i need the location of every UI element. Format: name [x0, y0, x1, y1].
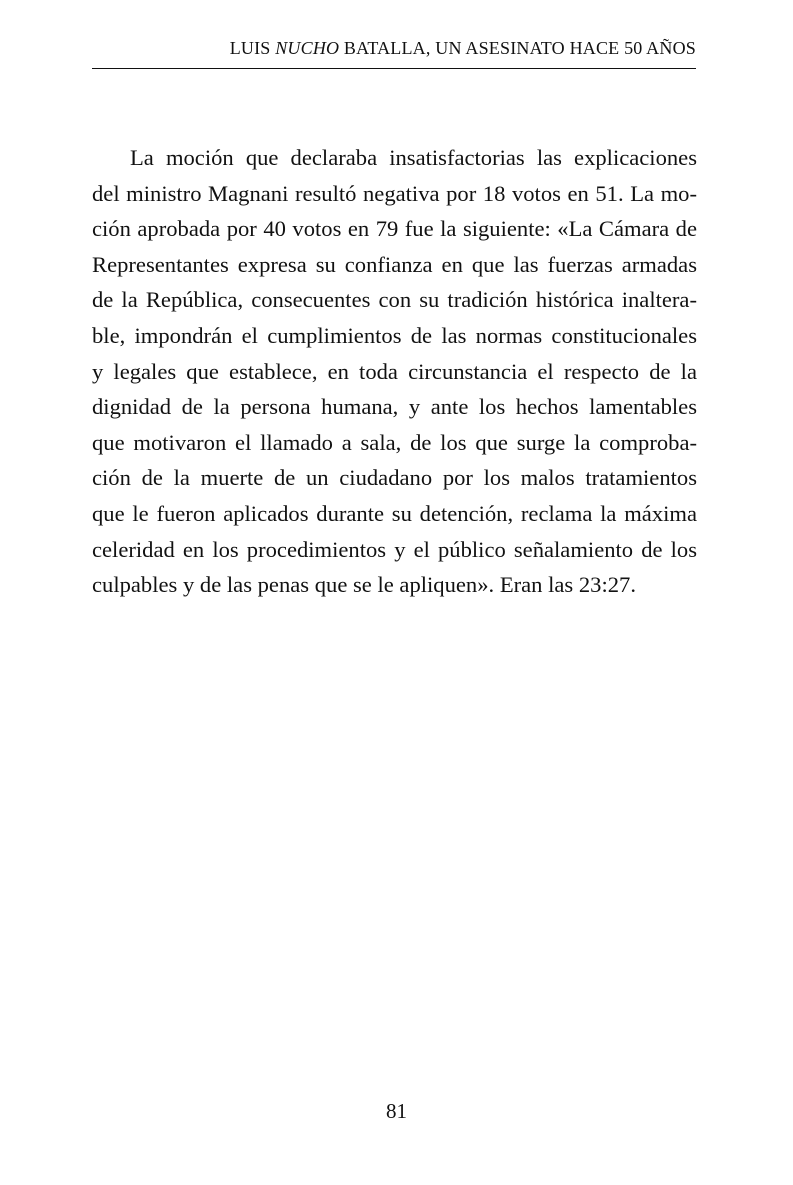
- paragraph-line: ción de la muerte de un ciudadano por los malos tratamientos: [92, 465, 697, 491]
- page-header: [92, 36, 696, 70]
- paragraph-line: y legales que establece, en toda circunstancia el respecto de la: [92, 358, 697, 384]
- paragraph-line: Representantes expresa su confianza en que las fuerzas armadas: [92, 251, 697, 277]
- paragraph-line: que le fueron aplicados durante su detención, reclama la máxima: [92, 500, 697, 526]
- paragraph-line: culpables y de las penas que se le apliquen». Eran las 23:27.: [92, 572, 636, 598]
- paragraph-line: La moción que declaraba insatisfactorias las explicaciones: [130, 145, 697, 170]
- paragraph-line: de la República, consecuentes con su tradición histórica inaltera-: [92, 287, 697, 313]
- running-head-author: LUIS: [229, 38, 276, 58]
- paragraph-line: del ministro Magnani resultó negativa por 18 votos en 51. La mo-: [92, 180, 697, 206]
- body-paragraph: [92, 140, 697, 603]
- paragraph-line: que motivaron el llamado a sala, de los que surge la comproba-: [92, 429, 697, 455]
- paragraph-line: ble, impondrán el cumplimientos de las normas constitucionales: [92, 322, 697, 348]
- running-head-nickname: NUCHO: [275, 38, 340, 58]
- paragraph-line: celeridad en los procedimientos y el público señalamiento de los: [92, 536, 697, 562]
- paragraph-line: ción aprobada por 40 votos en 79 fue la siguiente: «La Cámara de: [92, 216, 697, 242]
- header-rule: [92, 68, 696, 69]
- page-number: 81: [386, 1099, 407, 1123]
- paragraph-line: dignidad de la persona humana, y ante los hechos lamentables: [92, 394, 697, 420]
- running-head-title: BATALLA, UN ASESINATO HACE 50 AÑOS: [339, 38, 696, 58]
- running-head: [230, 36, 696, 60]
